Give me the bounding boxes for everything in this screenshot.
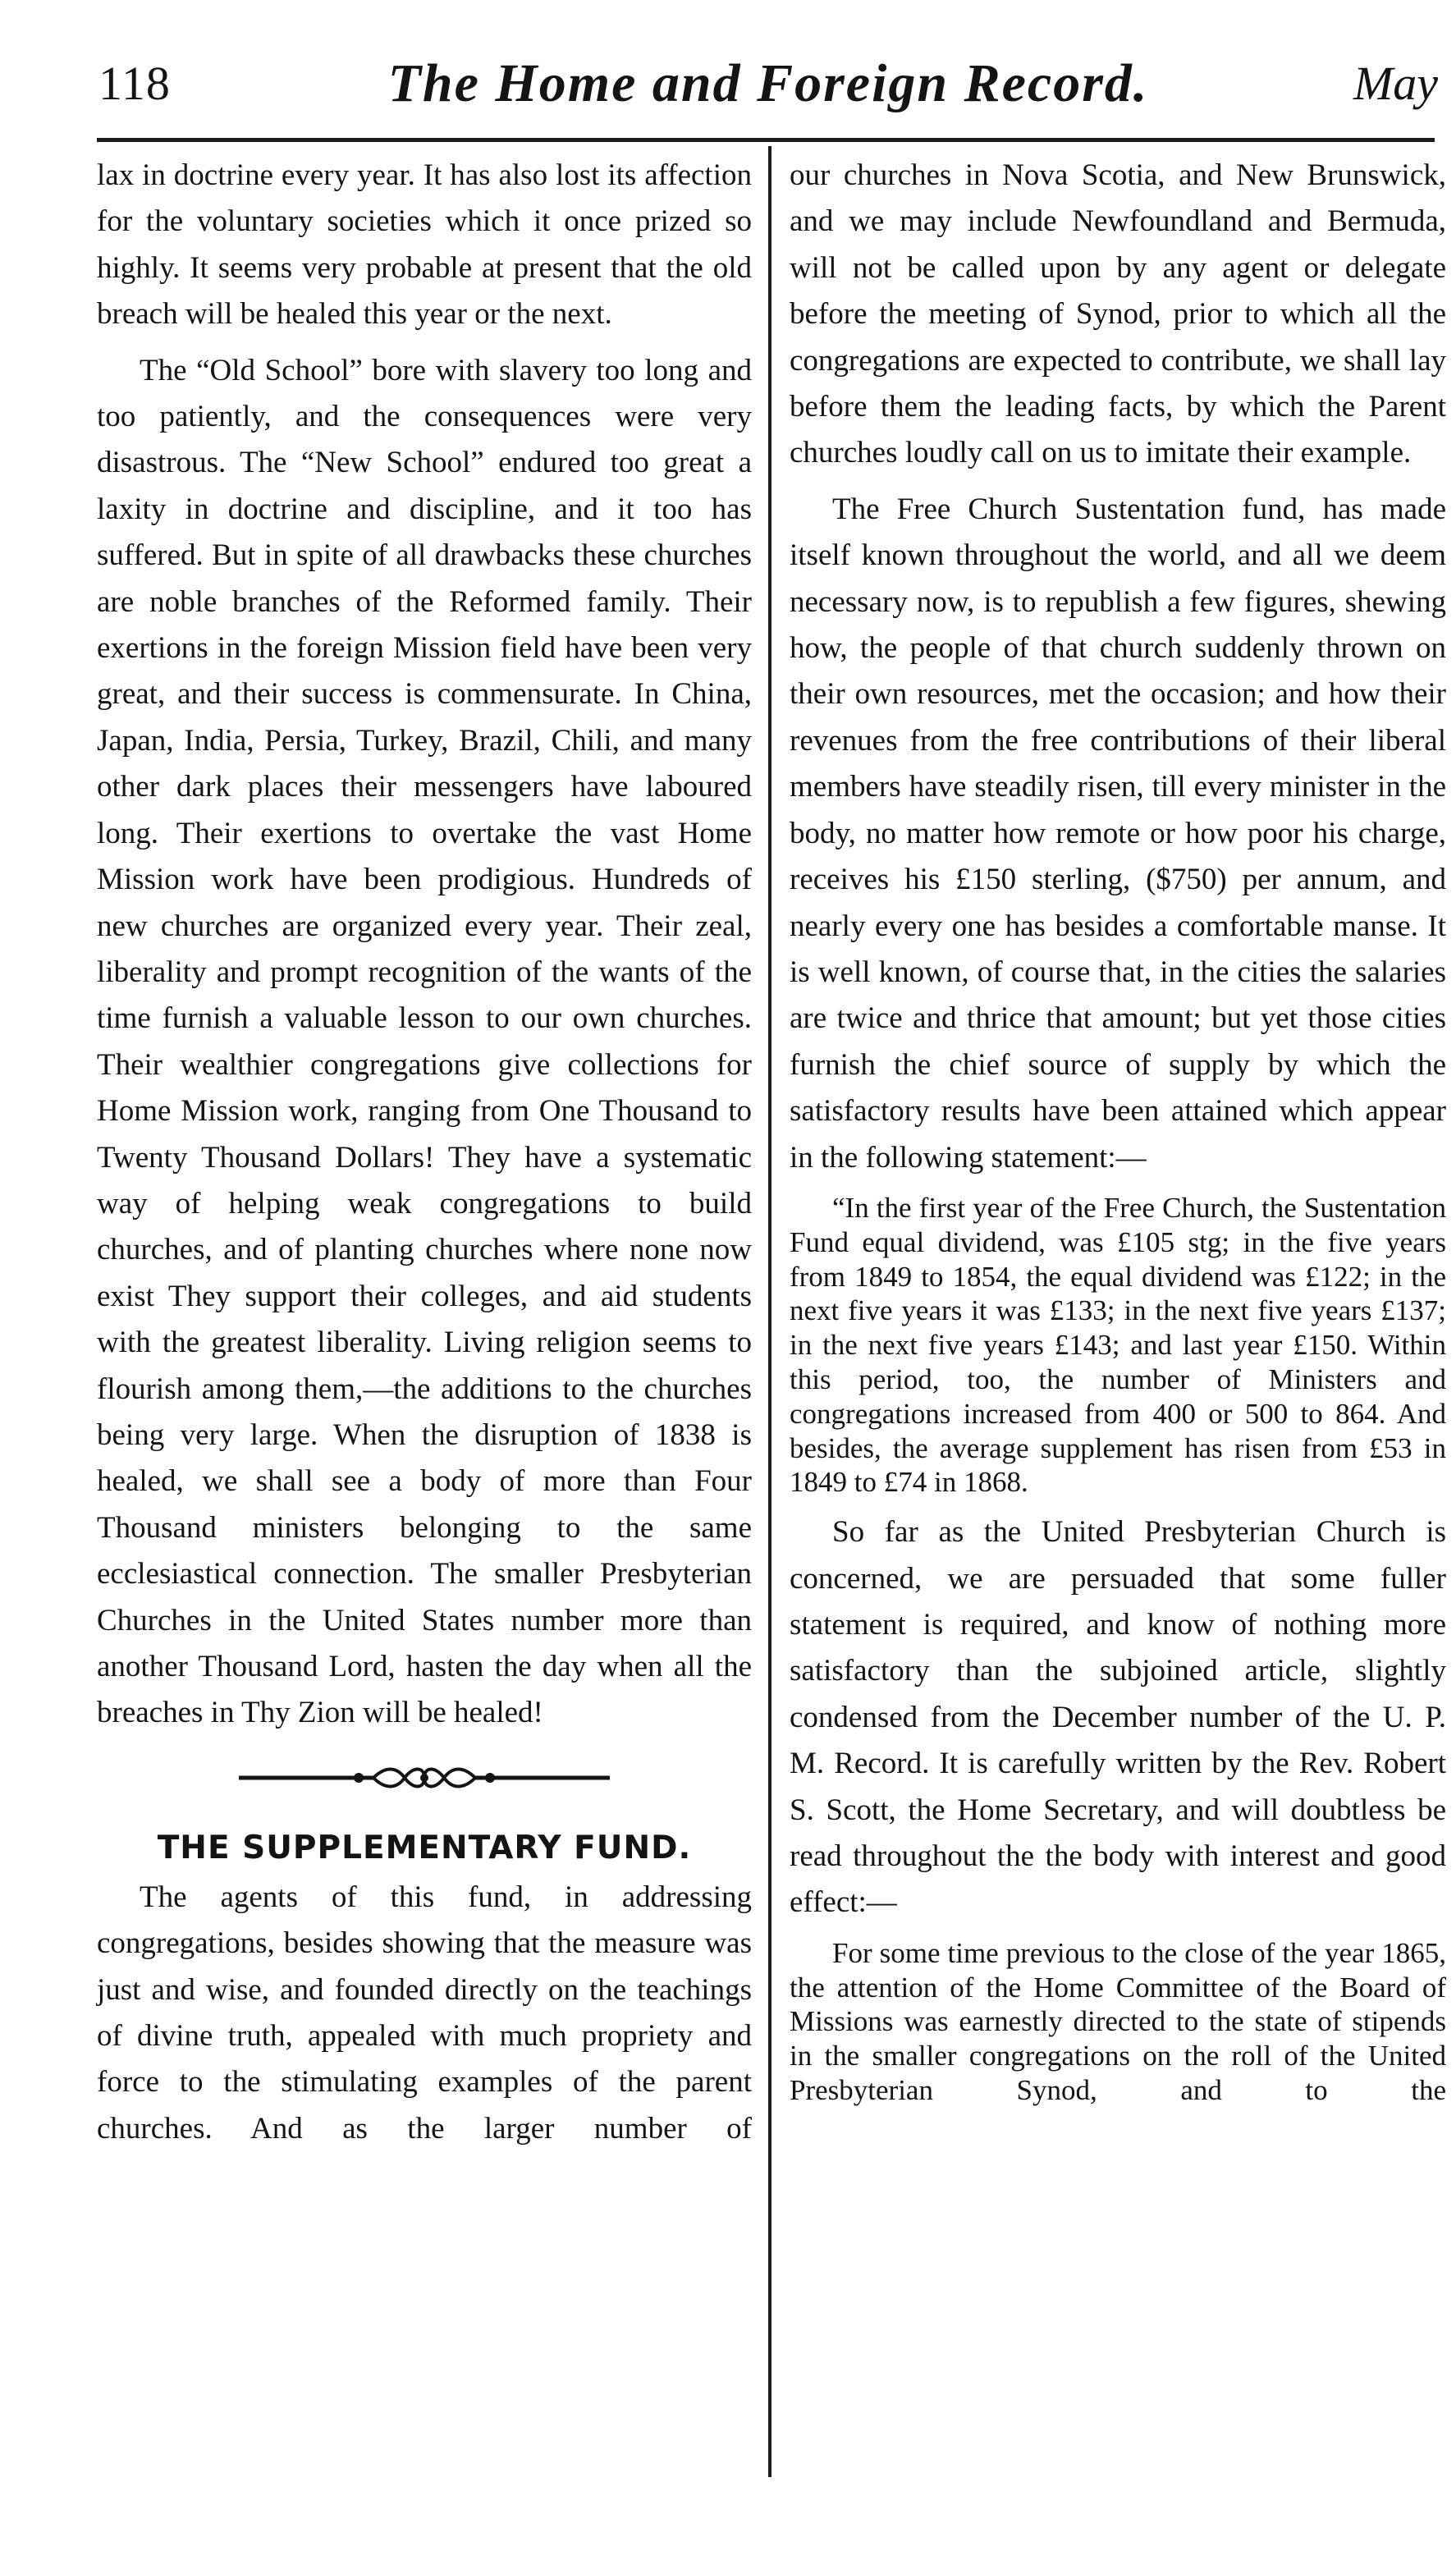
left-paragraph-1: lax in doctrine every year. It has also lost its affection for the voluntary societies which it once prized so highly. It seems very probable at present that the old breach will be healed this year or the next. xyxy=(97,158,752,332)
issue-month: May xyxy=(1353,57,1438,110)
header-rule xyxy=(97,138,1435,142)
right-paragraph-2: The Free Church Sustentation fund, has made itself known throughout the world, and all we deem necessary now, is to republish a few figures, shewing how, the people of that church suddenly thrown on their own resources, met the occasion; and how their revenues from the free contributions of their liberal members have steadily risen, till every minister in the body, no matter how remote or how poor his charge, receives his £150 sterling, ($750) per annum, and nearly every one has besides a comfortable manse. It is well known, of course that, in the cities the salaries are twice and thrice that amount; but yet those cities furnish the chief source of supply by which the satisfactory results have been attained which appear in the following statement:— xyxy=(790,492,1446,1175)
right-paragraph-4: For some time previous to the close of the year 1865, the attention of the Home Committee of the Board of Missions was earnestly directed to the state of stipends in the smaller congregations on the roll of the United Presbyterian Synod, and to the xyxy=(790,1936,1446,2106)
right-column xyxy=(790,153,1446,2108)
left-column xyxy=(97,153,752,2152)
right-paragraph-3: So far as the United Presbyterian Church is concerned, we are persuaded that some fuller statement is required, and know of nothing more satisfactory than the subjoined article, slightly condensed from the December number of the U. P. M. Record. It is carefully written by the Rev. Robert S. Scott, the Home Secretary, and will doubtless be read throughout the the body with interest and good effect:— xyxy=(790,1515,1446,1920)
column-divider xyxy=(768,146,771,2477)
running-header xyxy=(98,53,1438,138)
journal-title: The Home and Foreign Record. xyxy=(387,53,1149,113)
section-heading: THE SUPPLEMENTARY FUND. xyxy=(157,1829,692,1866)
page-number: 118 xyxy=(98,57,171,110)
block-quote: “In the first year of the Free Church, the Sustentation Fund equal dividend, was £105 stg; in the five years from 1849 to 1854, the equal dividend was £122; in the next five years it was £133; in the next five years £137; in the next five years £143; and last year £150. Within this period, too, the number of Ministers and congregations increased from 400 or 500 to 864. And besides, the average supplement has risen from £53 in 1849 to £74 in 1868. xyxy=(790,1191,1446,1499)
right-paragraph-1: our churches in Nova Scotia, and New Brunswick, and we may include Newfoundland and Bermuda, will not be called upon by any agent or delegate before the meeting of Synod, prior to which all the congregations are expected to contribute, we shall lay before them the leading facts, by which the Parent churches loudly call on us to imitate their example. xyxy=(790,158,1446,470)
left-paragraph-3: The agents of this fund, in addressing congregations, besides showing that the measure was just and wise, and founded directly on the teachings of divine truth, appealed with much propriety and force to the stimulating examples of the parent churches. And as the larger number of xyxy=(97,1880,752,2146)
left-paragraph-2: The “Old School” bore with slavery too long and too patiently, and the consequences were very disastrous. The “New School” endured too great a laxity in doctrine and discipline, and it too has suffered. But in spite of all drawbacks these churches are noble branches of the Reformed family. Their exertions in the foreign Mission field have been very great, and their success is commensurate. In China, Japan, India, Persia, Turkey, Brazil, Chili, and many other dark places their messengers have laboured long. Their exertions to overtake the vast Home Mission work have been prodigious. Hundreds of new churches are organized every year. Their zeal, liberality and prompt recognition of the wants of the time furnish a valuable lesson to our own churches. Their wealthier congregations give collections for Home Mission work, ranging from One Thousand to Twenty Thousand Dollars! They have a systematic way of helping weak congregations to build churches, and of planting churches where none now exist They support their colleges, and aid students with the greatest liberality. Living religion seems to flourish among them,—the additions to the churches being very large. When the disruption of 1838 is healed, we shall see a body of more than Four Thousand ministers belonging to the same ecclesiastical connection. The smaller Presbyterian Churches in the United States number more than another Thousand Lord, hasten the day when all the breaches in Thy Zion will be healed! xyxy=(97,353,752,1730)
scroll-ornament-icon xyxy=(236,1763,613,1793)
